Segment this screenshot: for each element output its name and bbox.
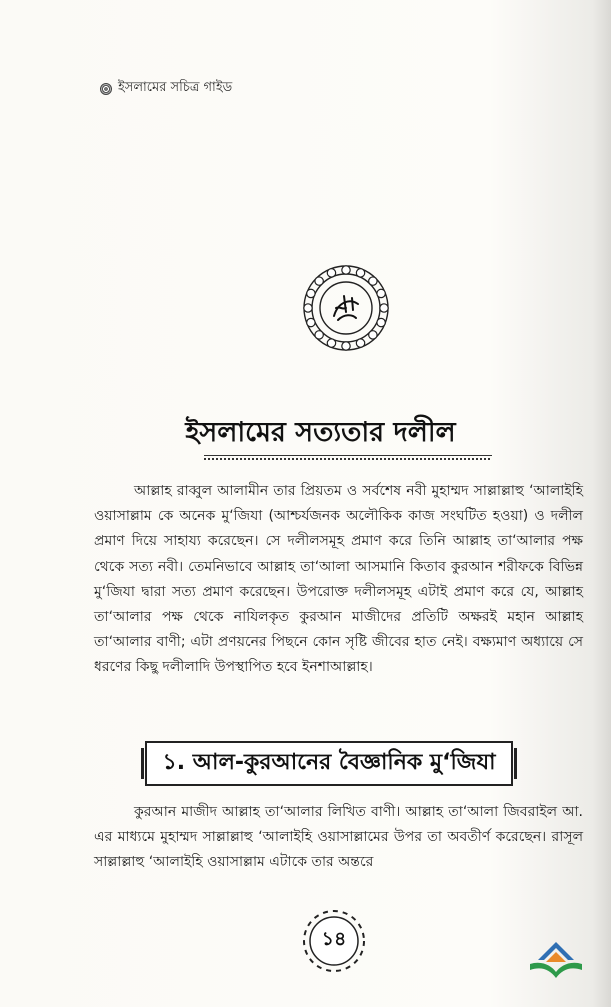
running-header	[100, 78, 232, 99]
section-paragraph-text: কুরআন মাজীদ আল্লাহ তা‘আলার লিখিত বাণী। আল্লাহ তা‘আলা জিবরাইল আ. এর মাধ্যমে মুহাম্মদ সাল্লাল্লাহু ‘আলাইহি ওয়াসাল্লামের উপর তা অবতীর্ণ করেছেন। রাসূল সাল্লাল্লাহু ‘আলাইহি ওয়াসাল্লাম এটাকে তার অন্তরে	[94, 804, 583, 871]
emblem-petal	[304, 304, 312, 312]
emblem-petal	[307, 318, 315, 326]
emblem-petal	[327, 339, 335, 347]
medallion-icon	[100, 83, 112, 95]
chapter-title: ইসলামের সত্যতার দলীল	[185, 417, 456, 448]
emblem-petal	[369, 331, 377, 339]
page-number	[301, 908, 367, 974]
emblem-petal	[369, 277, 377, 285]
emblem-petal	[315, 331, 323, 339]
emblem-petal	[356, 339, 364, 347]
emblem-petal	[377, 318, 385, 326]
section-heading	[145, 741, 513, 786]
emblem-petal	[377, 289, 385, 297]
title-divider	[204, 455, 492, 462]
publisher-logo	[526, 938, 586, 984]
emblem-petal	[307, 289, 315, 297]
emblem-petal	[315, 277, 323, 285]
emblem-petal	[327, 269, 335, 277]
section-paragraph	[94, 800, 583, 876]
intro-paragraph-text: আল্লাহ রাব্বুল আলামীন তার প্রিয়তম ও সর্বশেষ নবী মুহাম্মদ সাল্লাল্লাহু ‘আলাইহি ওয়াসাল্লাম কে অনেক মু‘জিযা (আশ্চর্যজনক অলৌকিক কাজ সংঘটিত হওয়া) ও দলীল প্রমাণ দিয়ে সাহায্য করেছেন। সে দলীলসমূহ প্রমাণ করে তিনি আল্লাহ তা‘আলার পক্ষ থেকে সত্য নবী। তেমনিভাবে আল্লাহ তা‘আলা আসমানি কিতাব কুরআন শরীফকে বিভিন্ন মু‘জিযা দ্বারা সত্য প্রমাণ করেছেন। উপরোক্ত দলীলসমূহ এটাই প্রমাণ করে যে, আল্লাহ তা‘আলার পক্ষ থেকে নাযিলকৃত কুরআন মাজীদের প্রতিটি অক্ষরই মহান আল্লাহ তা‘আলার বাণী; এটা প্রণয়নের পিছনে কোন সৃষ্টি জীবের হাত নেই। বক্ষ্যমাণ অধ্যায়ে সে ধরণের কিছু দলীলাদি উপস্থাপিত হবে ইনশাআল্লাহ।	[94, 483, 583, 676]
running-header-title: ইসলামের সচিত্র গাইড	[118, 80, 233, 95]
emblem-petal	[356, 269, 364, 277]
page-number-text: ১৪	[321, 928, 347, 950]
section-heading-text: ১. আল-কুরআনের বৈজ্ঞানিক মু‘জিযা	[162, 750, 496, 775]
emblem-petal	[342, 266, 350, 274]
emblem-petal	[380, 304, 388, 312]
calligraphy-emblem	[300, 262, 392, 354]
emblem-petal	[342, 342, 350, 350]
intro-paragraph	[94, 479, 583, 681]
